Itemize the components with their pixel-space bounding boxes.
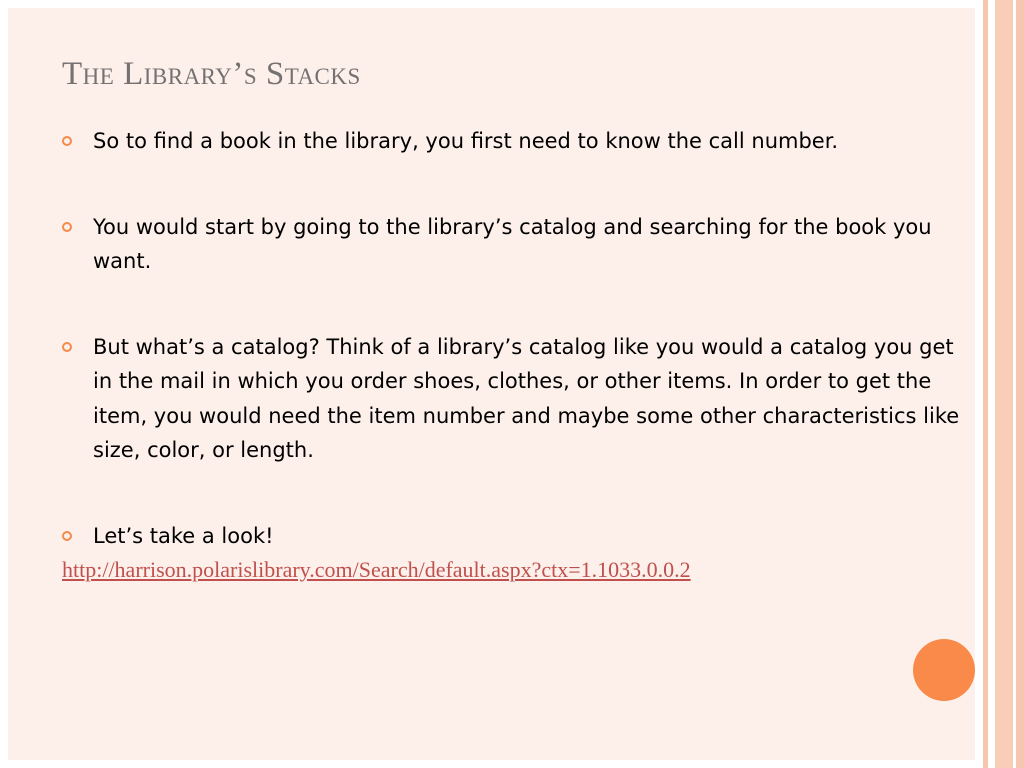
bullet-circle-icon: [62, 222, 72, 232]
bullet-text: So to find a book in the library, you first need to know the call number.: [93, 129, 839, 153]
bullet-circle-icon: [62, 136, 72, 146]
bullet-circle-icon: [62, 342, 72, 352]
border-stripe: [1016, 0, 1024, 768]
bullet-item: [62, 124, 962, 159]
decorative-circle: [913, 639, 975, 701]
catalog-link[interactable]: http://harrison.polarislibrary.com/Search/default.aspx?ctx=1.1033.0.0.2: [62, 557, 691, 582]
slide-title: The Library’s Stacks: [62, 56, 361, 92]
bullet-item: [62, 519, 962, 554]
bullet-text: You would start by going to the library’s catalog and searching for the book you want.: [93, 214, 932, 273]
link-item: [62, 557, 962, 583]
bullet-item: [62, 330, 962, 468]
border-stripe: [995, 0, 1013, 768]
bullet-text: But what’s a catalog? Think of a library’s catalog like you would a catalog you get in the mail in which you order shoes, clothes, or other items. In order to get the item, you would need the item number and maybe some other characteristics like size, color, or length.: [93, 334, 960, 462]
bullet-text: Let’s take a look!: [93, 523, 274, 548]
bullet-list: [62, 124, 962, 583]
border-stripe: [988, 0, 995, 768]
bullet-item: [62, 210, 962, 279]
border-stripe: [975, 0, 983, 768]
bullet-circle-icon: [62, 531, 72, 541]
